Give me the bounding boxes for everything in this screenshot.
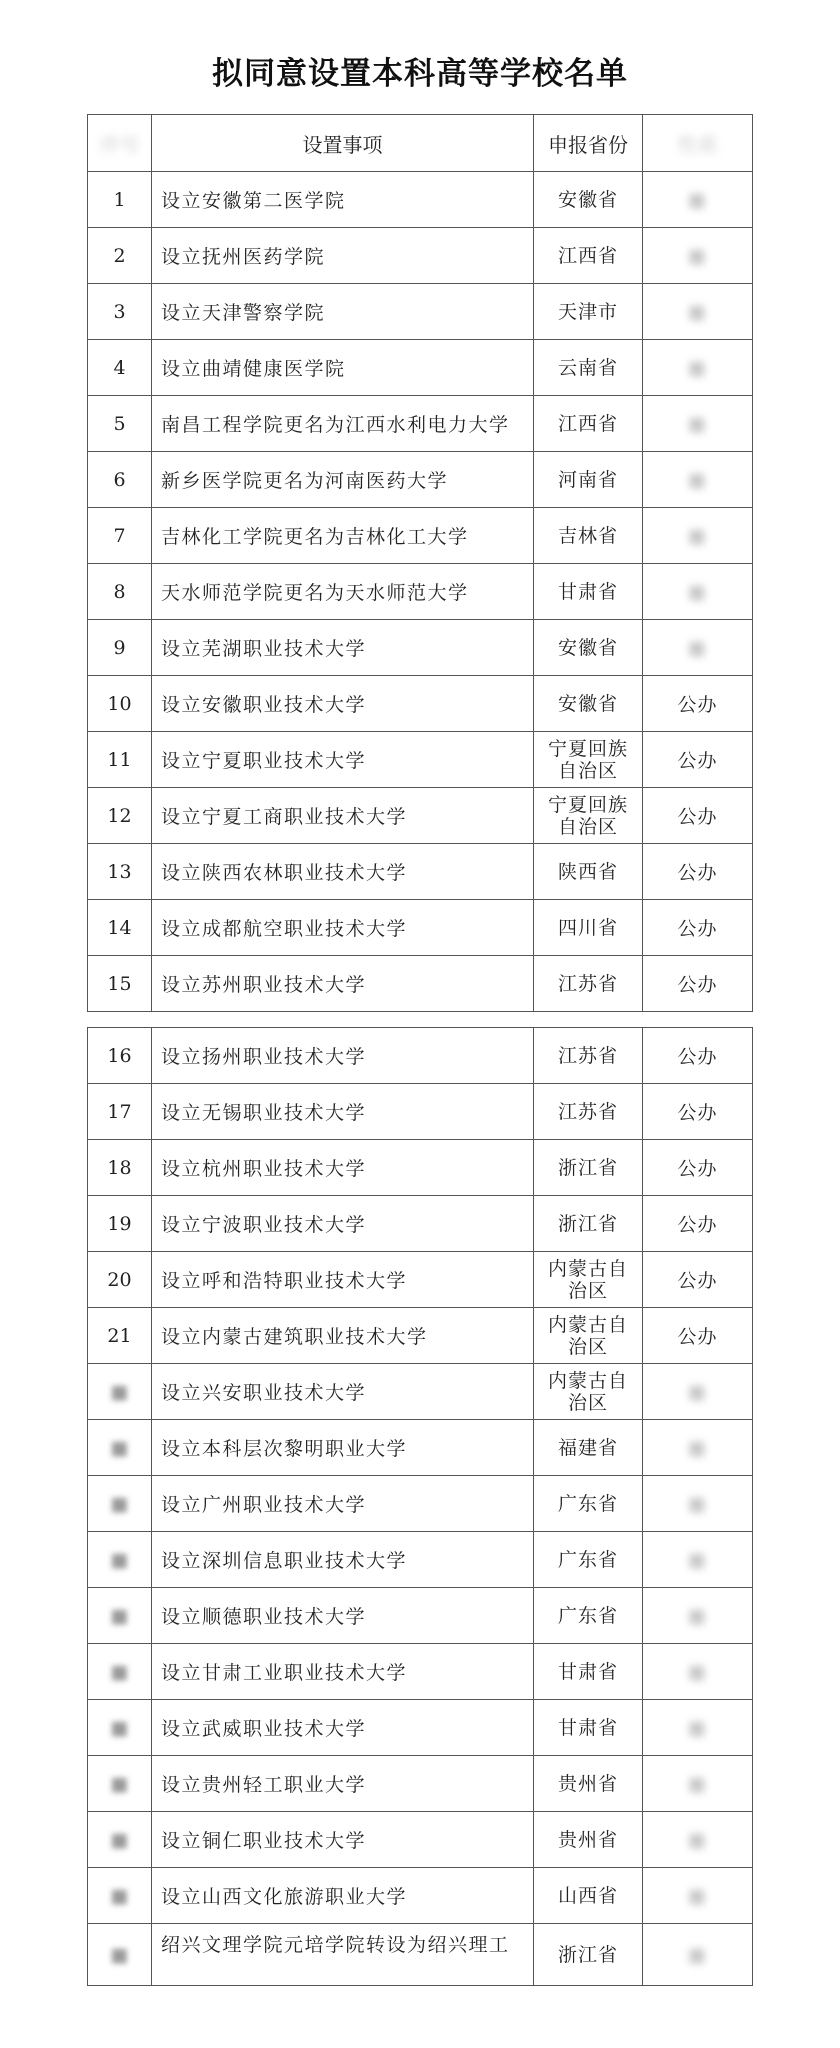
row-item: 设立安徽第二医学院 (152, 172, 534, 228)
table-row (88, 1644, 753, 1700)
row-province: 江西省 (534, 396, 643, 452)
row-province: 江西省 (534, 228, 643, 284)
row-number: 14 (88, 900, 152, 956)
row-type: 公办 (643, 900, 753, 956)
row-province: 内蒙古自 治区 (534, 1308, 643, 1364)
row-item: 设立曲靖健康医学院 (152, 340, 534, 396)
row-province: 安徽省 (534, 676, 643, 732)
row-type: 公办 (643, 844, 753, 900)
table-row (88, 620, 753, 676)
row-item: 设立兴安职业技术大学 (152, 1364, 534, 1420)
row-province: 贵州省 (534, 1756, 643, 1812)
row-type: 公办 (643, 1196, 753, 1252)
header-province: 申报省份 (534, 115, 643, 172)
row-item: 设立顺德职业技术大学 (152, 1588, 534, 1644)
table-row (88, 564, 753, 620)
row-province: 浙江省 (534, 1924, 643, 1986)
row-type: 公办 (643, 1140, 753, 1196)
table-row (88, 1028, 753, 1084)
row-item: 设立内蒙古建筑职业技术大学 (152, 1308, 534, 1364)
blurred-type: ■ (688, 1436, 707, 1459)
row-item: 南昌工程学院更名为江西水利电力大学 (152, 396, 534, 452)
row-number: 21 (88, 1308, 152, 1364)
row-province: 广东省 (534, 1588, 643, 1644)
row-type (643, 1588, 753, 1644)
table-row (88, 1812, 753, 1868)
row-number: 8 (88, 564, 152, 620)
row-number: 1 (88, 172, 152, 228)
row-province: 河南省 (534, 452, 643, 508)
row-item: 设立铜仁职业技术大学 (152, 1812, 534, 1868)
row-province: 贵州省 (534, 1812, 643, 1868)
table-row (88, 1868, 753, 1924)
row-province: 甘肃省 (534, 1700, 643, 1756)
row-type (643, 1644, 753, 1700)
row-number: 11 (88, 732, 152, 788)
blurred-type: ■ (688, 1492, 707, 1515)
blurred-number: ■ (110, 1660, 129, 1683)
table-row (88, 1196, 753, 1252)
blurred-type: ■ (688, 1548, 707, 1571)
row-item: 设立抚州医药学院 (152, 228, 534, 284)
row-item: 设立宁波职业技术大学 (152, 1196, 534, 1252)
row-number: 18 (88, 1140, 152, 1196)
row-item: 设立山西文化旅游职业大学 (152, 1868, 534, 1924)
table-row (88, 1924, 753, 1986)
table-row (88, 396, 753, 452)
row-item: 设立本科层次黎明职业大学 (152, 1420, 534, 1476)
row-number (88, 1756, 152, 1812)
row-type (643, 1364, 753, 1420)
row-type (643, 564, 753, 620)
row-type (643, 1924, 753, 1986)
row-number: 7 (88, 508, 152, 564)
blurred-number: ■ (110, 1943, 129, 1966)
row-number (88, 1364, 152, 1420)
blurred-number: ■ (110, 1884, 129, 1907)
row-province: 甘肃省 (534, 1644, 643, 1700)
row-type: 公办 (643, 1308, 753, 1364)
row-type (643, 1868, 753, 1924)
row-type (643, 228, 753, 284)
row-item: 设立甘肃工业职业技术大学 (152, 1644, 534, 1700)
row-number: 2 (88, 228, 152, 284)
row-province: 天津市 (534, 284, 643, 340)
page-title: 拟同意设置本科高等学校名单 (212, 56, 628, 92)
table-row (88, 900, 753, 956)
row-province: 山西省 (534, 1868, 643, 1924)
row-type: 公办 (643, 732, 753, 788)
row-province: 广东省 (534, 1476, 643, 1532)
row-item: 设立杭州职业技术大学 (152, 1140, 534, 1196)
row-type: 公办 (643, 1252, 753, 1308)
table-row (88, 1084, 753, 1140)
row-number: 3 (88, 284, 152, 340)
row-number (88, 1476, 152, 1532)
table-row (88, 508, 753, 564)
blurred-type: ■ (688, 412, 707, 435)
table-row (88, 452, 753, 508)
schools-table-part-2 (87, 1027, 753, 1986)
table-row (88, 844, 753, 900)
header-item: 设置事项 (152, 115, 534, 172)
blurred-number: ■ (110, 1436, 129, 1459)
blurred-type: ■ (688, 244, 707, 267)
row-province: 广东省 (534, 1532, 643, 1588)
row-number: 9 (88, 620, 152, 676)
row-type (643, 172, 753, 228)
row-item: 设立无锡职业技术大学 (152, 1084, 534, 1140)
row-type (643, 1700, 753, 1756)
blurred-type: ■ (688, 300, 707, 323)
row-province: 安徽省 (534, 172, 643, 228)
row-province: 江苏省 (534, 956, 643, 1012)
table-row (88, 1252, 753, 1308)
row-province: 内蒙古自 治区 (534, 1364, 643, 1420)
blurred-type: ■ (688, 1716, 707, 1739)
blurred-type: ■ (688, 1380, 707, 1403)
table-row (88, 1700, 753, 1756)
header-type: 性质 (643, 115, 753, 172)
row-province: 浙江省 (534, 1196, 643, 1252)
table-row (88, 1420, 753, 1476)
row-province: 福建省 (534, 1420, 643, 1476)
row-item: 设立呼和浩特职业技术大学 (152, 1252, 534, 1308)
blurred-type: ■ (688, 188, 707, 211)
row-number: 16 (88, 1028, 152, 1084)
table-row (88, 1476, 753, 1532)
row-number: 17 (88, 1084, 152, 1140)
row-item: 设立苏州职业技术大学 (152, 956, 534, 1012)
row-number (88, 1588, 152, 1644)
row-province: 四川省 (534, 900, 643, 956)
blurred-type: ■ (688, 1660, 707, 1683)
row-number: 15 (88, 956, 152, 1012)
table-row (88, 284, 753, 340)
row-province: 江苏省 (534, 1028, 643, 1084)
row-number: 20 (88, 1252, 152, 1308)
table-row (88, 1756, 753, 1812)
row-number: 4 (88, 340, 152, 396)
row-province: 云南省 (534, 340, 643, 396)
row-number (88, 1532, 152, 1588)
row-province: 甘肃省 (534, 564, 643, 620)
row-item: 设立扬州职业技术大学 (152, 1028, 534, 1084)
row-item: 设立广州职业技术大学 (152, 1476, 534, 1532)
row-type (643, 1756, 753, 1812)
row-type: 公办 (643, 676, 753, 732)
row-type (643, 508, 753, 564)
row-item: 设立芜湖职业技术大学 (152, 620, 534, 676)
blurred-type: ■ (688, 1772, 707, 1795)
table-row (88, 1588, 753, 1644)
table-row (88, 172, 753, 228)
row-item: 设立成都航空职业技术大学 (152, 900, 534, 956)
row-item: 设立宁夏工商职业技术大学 (152, 788, 534, 844)
row-type: 公办 (643, 788, 753, 844)
row-item: 设立陕西农林职业技术大学 (152, 844, 534, 900)
blurred-type: ■ (688, 636, 707, 659)
row-type: 公办 (643, 1028, 753, 1084)
blurred-type: ■ (688, 1828, 707, 1851)
blurred-type: ■ (688, 356, 707, 379)
row-type: 公办 (643, 956, 753, 1012)
row-item: 吉林化工学院更名为吉林化工大学 (152, 508, 534, 564)
row-province: 宁夏回族 自治区 (534, 788, 643, 844)
row-number: 13 (88, 844, 152, 900)
row-type (643, 1532, 753, 1588)
row-item: 新乡医学院更名为河南医药大学 (152, 452, 534, 508)
table-row (88, 1140, 753, 1196)
table-row (88, 1308, 753, 1364)
row-number (88, 1420, 152, 1476)
row-province: 内蒙古自 治区 (534, 1252, 643, 1308)
row-item: 设立贵州轻工职业大学 (152, 1756, 534, 1812)
blurred-number: ■ (110, 1828, 129, 1851)
table-row (88, 732, 753, 788)
row-number (88, 1924, 152, 1986)
table-row (88, 956, 753, 1012)
table-row (88, 228, 753, 284)
blurred-type: ■ (688, 468, 707, 491)
blurred-number: ■ (110, 1604, 129, 1627)
table-row (88, 676, 753, 732)
row-number (88, 1812, 152, 1868)
blurred-number: ■ (110, 1772, 129, 1795)
table-row (88, 788, 753, 844)
blurred-type: ■ (688, 1884, 707, 1907)
blurred-type: ■ (688, 1604, 707, 1627)
row-type (643, 1420, 753, 1476)
table-header (88, 115, 753, 172)
row-type (643, 340, 753, 396)
table-row (88, 1532, 753, 1588)
row-item: 天水师范学院更名为天水师范大学 (152, 564, 534, 620)
table-row (88, 340, 753, 396)
blurred-number: ■ (110, 1380, 129, 1403)
blurred-type: ■ (688, 1943, 707, 1966)
blurred-number: ■ (110, 1548, 129, 1571)
row-number: 5 (88, 396, 152, 452)
row-item: 设立天津警察学院 (152, 284, 534, 340)
blurred-number: ■ (110, 1492, 129, 1515)
row-type (643, 452, 753, 508)
header-index: 序号 (88, 115, 152, 172)
blurred-type: ■ (688, 524, 707, 547)
schools-table-part-1 (87, 114, 753, 1012)
row-province: 吉林省 (534, 508, 643, 564)
row-item: 绍兴文理学院元培学院转设为绍兴理工 (152, 1924, 534, 1986)
table-row (88, 1364, 753, 1420)
row-province: 安徽省 (534, 620, 643, 676)
row-type (643, 620, 753, 676)
row-item: 设立宁夏职业技术大学 (152, 732, 534, 788)
row-type (643, 1476, 753, 1532)
row-type (643, 396, 753, 452)
row-number: 6 (88, 452, 152, 508)
row-type: 公办 (643, 1084, 753, 1140)
row-number (88, 1644, 152, 1700)
row-number (88, 1868, 152, 1924)
blurred-number: ■ (110, 1716, 129, 1739)
row-number: 10 (88, 676, 152, 732)
row-province: 陕西省 (534, 844, 643, 900)
row-item: 设立武威职业技术大学 (152, 1700, 534, 1756)
row-item: 设立深圳信息职业技术大学 (152, 1532, 534, 1588)
row-number: 12 (88, 788, 152, 844)
row-number: 19 (88, 1196, 152, 1252)
row-province: 宁夏回族 自治区 (534, 732, 643, 788)
blurred-type: ■ (688, 580, 707, 603)
row-province: 浙江省 (534, 1140, 643, 1196)
row-type (643, 1812, 753, 1868)
row-type (643, 284, 753, 340)
row-province: 江苏省 (534, 1084, 643, 1140)
row-number (88, 1700, 152, 1756)
row-item: 设立安徽职业技术大学 (152, 676, 534, 732)
